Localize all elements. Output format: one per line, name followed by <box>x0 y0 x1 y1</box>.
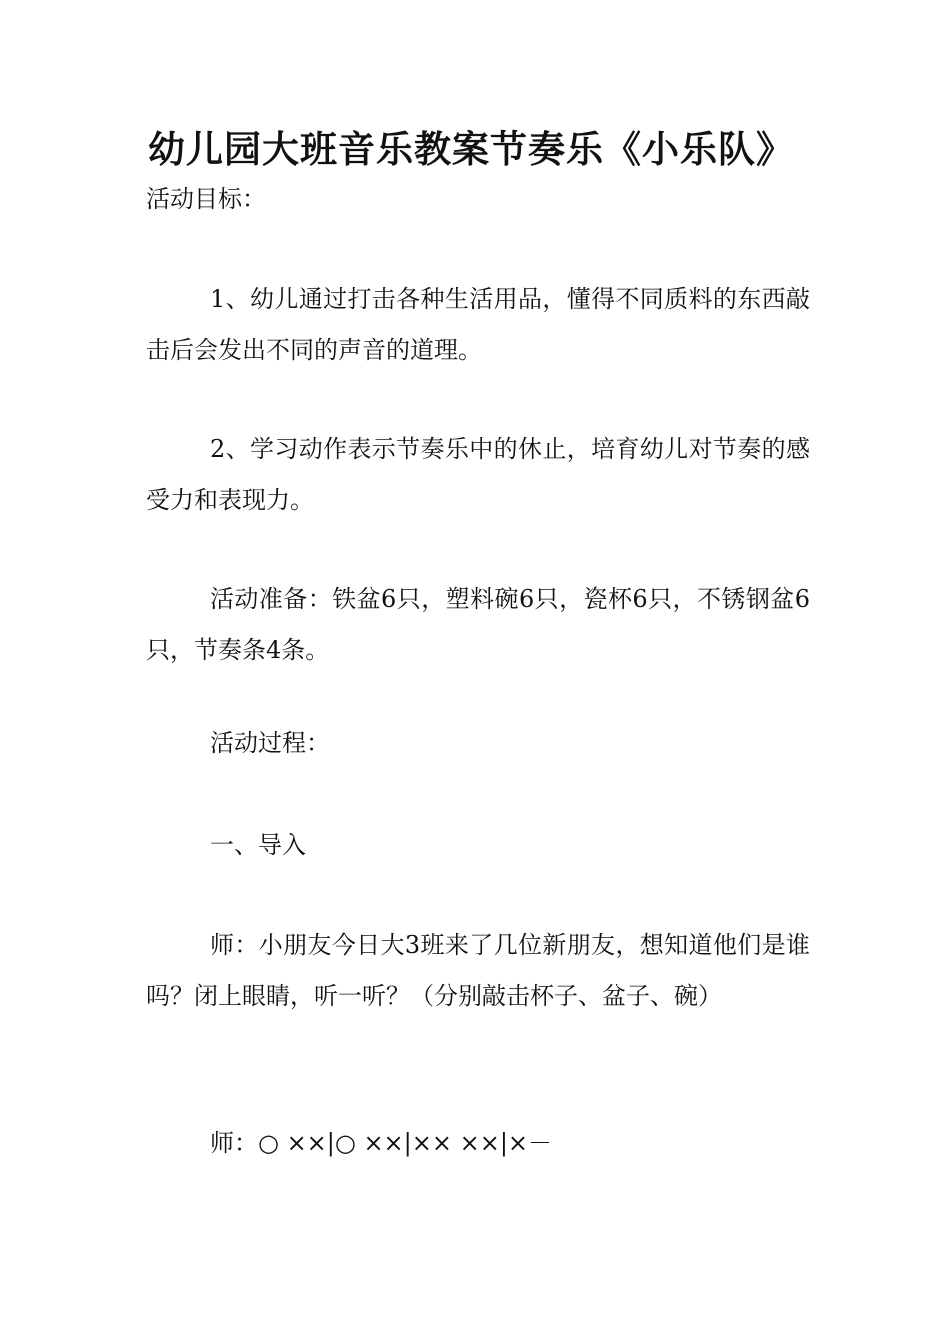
preparation-paragraph: 活动准备：铁盆6只，塑料碗6只，瓷杯6只，不锈钢盆6只，节奏条4条。 <box>146 585 810 664</box>
section-heading-intro: 一、导入 <box>210 831 306 859</box>
document-title: 幼儿园大班音乐教案节奏乐《小乐队》 <box>148 128 794 171</box>
goal-item-1: 1、幼儿通过打击各种生活用品，懂得不同质料的东西敲击后会发出不同的声音的道理。 <box>146 285 810 364</box>
teacher-rhythm-line: 师：○ ××|○ ××|×× ××|×－ <box>210 1129 553 1157</box>
goal-item-2: 2、学习动作表示节奏乐中的休止，培育幼儿对节奏的感受力和表现力。 <box>146 435 810 514</box>
process-heading: 活动过程： <box>210 729 330 757</box>
teacher-paragraph-1: 师：小朋友今日大3班来了几位新朋友，想知道他们是谁吗？闭上眼睛，听一听？（分别敲击杯子、盆子、碗） <box>146 931 810 1010</box>
goal-heading: 活动目标： <box>146 185 266 213</box>
